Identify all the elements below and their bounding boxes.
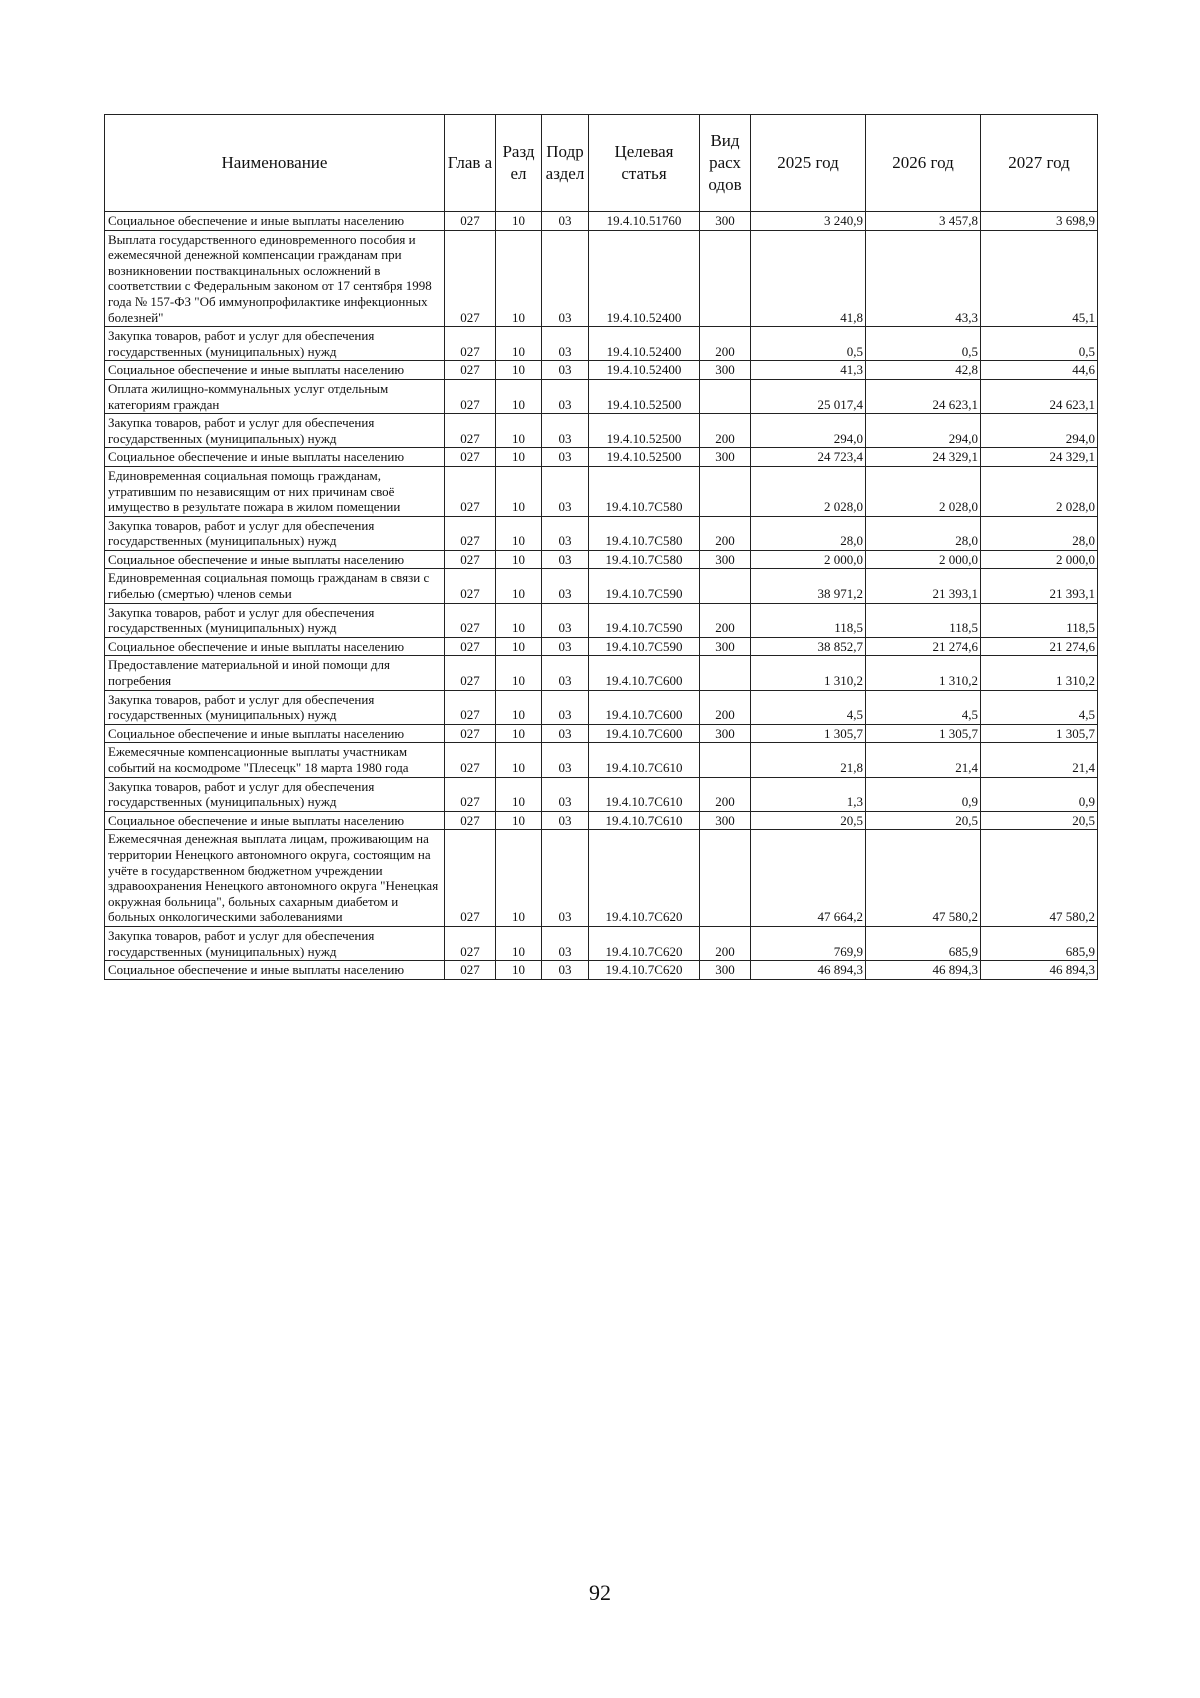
header-subsection: Подр аздел: [542, 115, 589, 212]
cell-name: Выплата государственного единовременного пособия и ежемесячной денежной компенсации гражданам при возникновении поствакцинальных осложнений в соответствии с Федеральным законом от 17 сентября 1998 года № 157-ФЗ "Об иммунопрофилактике инфекционных болезней": [105, 230, 445, 327]
cell-2025: 118,5: [751, 603, 866, 637]
cell-chapter: 027: [445, 550, 496, 569]
cell-subsection: 03: [542, 448, 589, 467]
cell-2025: 1 310,2: [751, 656, 866, 690]
cell-2025: 0,5: [751, 327, 866, 361]
cell-section: 10: [496, 743, 542, 777]
cell-chapter: 027: [445, 637, 496, 656]
cell-2025: 41,8: [751, 230, 866, 327]
cell-2026: 42,8: [866, 361, 981, 380]
header-name: Наименование: [105, 115, 445, 212]
cell-2027: 4,5: [981, 690, 1098, 724]
cell-name: Социальное обеспечение и иные выплаты населению: [105, 212, 445, 231]
cell-name: Единовременная социальная помощь гражданам, утратившим по независящим от них причинам своё имущество в результате пожара в жилом помещении: [105, 466, 445, 516]
cell-section: 10: [496, 811, 542, 830]
cell-section: 10: [496, 414, 542, 448]
cell-section: 10: [496, 690, 542, 724]
cell-subsection: 03: [542, 414, 589, 448]
cell-section: 10: [496, 569, 542, 603]
cell-target-article: 19.4.10.7С620: [589, 961, 700, 980]
cell-name: Оплата жилищно-коммунальных услуг отдельным категориям граждан: [105, 379, 445, 413]
cell-2026: 28,0: [866, 516, 981, 550]
header-chapter: Глав а: [445, 115, 496, 212]
table-row: [105, 414, 1098, 448]
cell-2027: 45,1: [981, 230, 1098, 327]
cell-2026: 685,9: [866, 926, 981, 960]
cell-expense-type: [700, 743, 751, 777]
cell-subsection: 03: [542, 637, 589, 656]
cell-chapter: 027: [445, 230, 496, 327]
cell-chapter: 027: [445, 466, 496, 516]
cell-name: Закупка товаров, работ и услуг для обеспечения государственных (муниципальных) нужд: [105, 516, 445, 550]
cell-target-article: 19.4.10.7С580: [589, 516, 700, 550]
cell-2026: 2 028,0: [866, 466, 981, 516]
cell-2027: 685,9: [981, 926, 1098, 960]
table-row: [105, 466, 1098, 516]
cell-target-article: 19.4.10.52500: [589, 448, 700, 467]
cell-section: 10: [496, 361, 542, 380]
table-row: [105, 569, 1098, 603]
cell-section: 10: [496, 516, 542, 550]
budget-table: [104, 114, 1098, 980]
cell-2025: 769,9: [751, 926, 866, 960]
cell-section: 10: [496, 603, 542, 637]
cell-expense-type: 200: [700, 777, 751, 811]
cell-chapter: 027: [445, 569, 496, 603]
table-row: [105, 603, 1098, 637]
cell-expense-type: 300: [700, 361, 751, 380]
table-row: [105, 961, 1098, 980]
cell-expense-type: 200: [700, 603, 751, 637]
cell-name: Социальное обеспечение и иные выплаты населению: [105, 550, 445, 569]
header-expense-type: Вид расх одов: [700, 115, 751, 212]
cell-subsection: 03: [542, 724, 589, 743]
cell-target-article: 19.4.10.7С600: [589, 656, 700, 690]
cell-2026: 2 000,0: [866, 550, 981, 569]
cell-2025: 2 000,0: [751, 550, 866, 569]
cell-name: Ежемесячные компенсационные выплаты участникам событий на космодроме "Плесецк" 18 марта 1980 года: [105, 743, 445, 777]
cell-subsection: 03: [542, 361, 589, 380]
cell-name: Предоставление материальной и иной помощи для погребения: [105, 656, 445, 690]
cell-2027: 1 310,2: [981, 656, 1098, 690]
cell-target-article: 19.4.10.52500: [589, 414, 700, 448]
cell-2025: 28,0: [751, 516, 866, 550]
cell-2027: 28,0: [981, 516, 1098, 550]
cell-2026: 1 310,2: [866, 656, 981, 690]
cell-2026: 24 623,1: [866, 379, 981, 413]
cell-expense-type: 300: [700, 724, 751, 743]
header-section: Разд ел: [496, 115, 542, 212]
cell-subsection: 03: [542, 743, 589, 777]
cell-subsection: 03: [542, 926, 589, 960]
table-row: [105, 230, 1098, 327]
cell-subsection: 03: [542, 550, 589, 569]
cell-section: 10: [496, 656, 542, 690]
cell-section: 10: [496, 926, 542, 960]
cell-2025: 47 664,2: [751, 830, 866, 927]
cell-2026: 294,0: [866, 414, 981, 448]
table-row: [105, 724, 1098, 743]
cell-target-article: 19.4.10.7С620: [589, 926, 700, 960]
table-row: [105, 830, 1098, 927]
cell-2026: 46 894,3: [866, 961, 981, 980]
cell-target-article: 19.4.10.7С610: [589, 811, 700, 830]
cell-2027: 21,4: [981, 743, 1098, 777]
cell-2025: 38 852,7: [751, 637, 866, 656]
cell-section: 10: [496, 961, 542, 980]
cell-section: 10: [496, 448, 542, 467]
cell-name: Социальное обеспечение и иные выплаты населению: [105, 637, 445, 656]
cell-2026: 21 393,1: [866, 569, 981, 603]
cell-name: Ежемесячная денежная выплата лицам, проживающим на территории Ненецкого автономного округа, состоящим на учёте в государственном бюджетном учреждении здравоохранения Ненецкого автономного округа "Ненецкая окружная больница", больных сахарным диабетом и больных онкологическими заболеваниями: [105, 830, 445, 927]
cell-expense-type: [700, 569, 751, 603]
cell-chapter: 027: [445, 830, 496, 927]
cell-chapter: 027: [445, 690, 496, 724]
cell-2025: 24 723,4: [751, 448, 866, 467]
cell-2027: 0,5: [981, 327, 1098, 361]
cell-chapter: 027: [445, 379, 496, 413]
cell-expense-type: 200: [700, 926, 751, 960]
cell-section: 10: [496, 724, 542, 743]
cell-name: Закупка товаров, работ и услуг для обеспечения государственных (муниципальных) нужд: [105, 926, 445, 960]
cell-chapter: 027: [445, 926, 496, 960]
cell-2025: 25 017,4: [751, 379, 866, 413]
cell-name: Единовременная социальная помощь гражданам в связи с гибелью (смертью) членов семьи: [105, 569, 445, 603]
cell-target-article: 19.4.10.52400: [589, 361, 700, 380]
cell-2025: 46 894,3: [751, 961, 866, 980]
cell-2026: 4,5: [866, 690, 981, 724]
cell-target-article: 19.4.10.7С590: [589, 569, 700, 603]
cell-subsection: 03: [542, 379, 589, 413]
cell-name: Закупка товаров, работ и услуг для обеспечения государственных (муниципальных) нужд: [105, 414, 445, 448]
table-row: [105, 379, 1098, 413]
cell-name: Закупка товаров, работ и услуг для обеспечения государственных (муниципальных) нужд: [105, 777, 445, 811]
cell-section: 10: [496, 212, 542, 231]
cell-2025: 294,0: [751, 414, 866, 448]
cell-2026: 20,5: [866, 811, 981, 830]
cell-2027: 46 894,3: [981, 961, 1098, 980]
cell-target-article: 19.4.10.7С590: [589, 603, 700, 637]
cell-expense-type: [700, 379, 751, 413]
table-row: [105, 212, 1098, 231]
cell-2026: 21,4: [866, 743, 981, 777]
header-target-article: Целевая статья: [589, 115, 700, 212]
cell-2026: 118,5: [866, 603, 981, 637]
cell-2025: 4,5: [751, 690, 866, 724]
cell-expense-type: 300: [700, 212, 751, 231]
cell-2026: 43,3: [866, 230, 981, 327]
cell-expense-type: 300: [700, 550, 751, 569]
table-row: [105, 516, 1098, 550]
cell-chapter: 027: [445, 811, 496, 830]
cell-2026: 0,9: [866, 777, 981, 811]
cell-name: Закупка товаров, работ и услуг для обеспечения государственных (муниципальных) нужд: [105, 327, 445, 361]
cell-target-article: 19.4.10.7С590: [589, 637, 700, 656]
cell-2026: 21 274,6: [866, 637, 981, 656]
cell-chapter: 027: [445, 361, 496, 380]
cell-expense-type: [700, 230, 751, 327]
table-row: [105, 743, 1098, 777]
cell-expense-type: 300: [700, 961, 751, 980]
cell-subsection: 03: [542, 569, 589, 603]
cell-subsection: 03: [542, 811, 589, 830]
cell-name: Закупка товаров, работ и услуг для обеспечения государственных (муниципальных) нужд: [105, 690, 445, 724]
table-row: [105, 926, 1098, 960]
table-body: [105, 212, 1098, 980]
cell-2025: 1 305,7: [751, 724, 866, 743]
cell-2026: 47 580,2: [866, 830, 981, 927]
cell-name: Закупка товаров, работ и услуг для обеспечения государственных (муниципальных) нужд: [105, 603, 445, 637]
cell-expense-type: [700, 830, 751, 927]
cell-name: Социальное обеспечение и иные выплаты населению: [105, 361, 445, 380]
cell-section: 10: [496, 777, 542, 811]
cell-expense-type: 300: [700, 448, 751, 467]
cell-expense-type: 200: [700, 414, 751, 448]
cell-expense-type: [700, 466, 751, 516]
cell-2027: 0,9: [981, 777, 1098, 811]
cell-subsection: 03: [542, 466, 589, 516]
cell-subsection: 03: [542, 690, 589, 724]
cell-subsection: 03: [542, 777, 589, 811]
header-2025: 2025 год: [751, 115, 866, 212]
cell-subsection: 03: [542, 327, 589, 361]
cell-2025: 1,3: [751, 777, 866, 811]
cell-expense-type: 200: [700, 690, 751, 724]
cell-target-article: 19.4.10.7С600: [589, 724, 700, 743]
cell-2025: 20,5: [751, 811, 866, 830]
cell-chapter: 027: [445, 961, 496, 980]
cell-subsection: 03: [542, 230, 589, 327]
cell-target-article: 19.4.10.52500: [589, 379, 700, 413]
cell-2027: 20,5: [981, 811, 1098, 830]
cell-section: 10: [496, 830, 542, 927]
cell-2027: 2 028,0: [981, 466, 1098, 516]
cell-target-article: 19.4.10.7С600: [589, 690, 700, 724]
cell-2026: 3 457,8: [866, 212, 981, 231]
header-2026: 2026 год: [866, 115, 981, 212]
cell-subsection: 03: [542, 516, 589, 550]
cell-2025: 38 971,2: [751, 569, 866, 603]
cell-name: Социальное обеспечение и иные выплаты населению: [105, 724, 445, 743]
cell-name: Социальное обеспечение и иные выплаты населению: [105, 448, 445, 467]
cell-2027: 3 698,9: [981, 212, 1098, 231]
cell-section: 10: [496, 379, 542, 413]
table-row: [105, 327, 1098, 361]
cell-2027: 47 580,2: [981, 830, 1098, 927]
cell-target-article: 19.4.10.52400: [589, 327, 700, 361]
cell-chapter: 027: [445, 448, 496, 467]
table-row: [105, 637, 1098, 656]
cell-expense-type: [700, 656, 751, 690]
table-row: [105, 656, 1098, 690]
table-row: [105, 448, 1098, 467]
cell-2027: 2 000,0: [981, 550, 1098, 569]
cell-chapter: 027: [445, 724, 496, 743]
cell-target-article: 19.4.10.7С610: [589, 777, 700, 811]
cell-2027: 294,0: [981, 414, 1098, 448]
table-row: [105, 361, 1098, 380]
cell-2027: 44,6: [981, 361, 1098, 380]
cell-2025: 2 028,0: [751, 466, 866, 516]
cell-2027: 24 623,1: [981, 379, 1098, 413]
cell-expense-type: 200: [700, 516, 751, 550]
cell-subsection: 03: [542, 961, 589, 980]
cell-chapter: 027: [445, 212, 496, 231]
cell-name: Социальное обеспечение и иные выплаты населению: [105, 811, 445, 830]
table-row: [105, 777, 1098, 811]
cell-2025: 41,3: [751, 361, 866, 380]
cell-chapter: 027: [445, 743, 496, 777]
cell-2025: 21,8: [751, 743, 866, 777]
cell-subsection: 03: [542, 603, 589, 637]
cell-chapter: 027: [445, 777, 496, 811]
cell-2027: 24 329,1: [981, 448, 1098, 467]
table-row: [105, 811, 1098, 830]
cell-2027: 21 274,6: [981, 637, 1098, 656]
cell-2027: 1 305,7: [981, 724, 1098, 743]
cell-chapter: 027: [445, 327, 496, 361]
cell-target-article: 19.4.10.7С610: [589, 743, 700, 777]
cell-2026: 24 329,1: [866, 448, 981, 467]
cell-subsection: 03: [542, 656, 589, 690]
cell-expense-type: 200: [700, 327, 751, 361]
cell-2026: 0,5: [866, 327, 981, 361]
cell-target-article: 19.4.10.7С620: [589, 830, 700, 927]
cell-section: 10: [496, 327, 542, 361]
cell-chapter: 027: [445, 414, 496, 448]
cell-name: Социальное обеспечение и иные выплаты населению: [105, 961, 445, 980]
cell-target-article: 19.4.10.7С580: [589, 466, 700, 516]
table-row: [105, 550, 1098, 569]
cell-section: 10: [496, 637, 542, 656]
cell-section: 10: [496, 550, 542, 569]
table-row: [105, 690, 1098, 724]
header-2027: 2027 год: [981, 115, 1098, 212]
cell-expense-type: 300: [700, 637, 751, 656]
cell-2027: 21 393,1: [981, 569, 1098, 603]
cell-subsection: 03: [542, 830, 589, 927]
cell-target-article: 19.4.10.51760: [589, 212, 700, 231]
cell-subsection: 03: [542, 212, 589, 231]
cell-2026: 1 305,7: [866, 724, 981, 743]
cell-2025: 3 240,9: [751, 212, 866, 231]
cell-expense-type: 300: [700, 811, 751, 830]
cell-target-article: 19.4.10.7С580: [589, 550, 700, 569]
table-header-row: [105, 115, 1098, 212]
cell-2027: 118,5: [981, 603, 1098, 637]
cell-section: 10: [496, 466, 542, 516]
cell-chapter: 027: [445, 516, 496, 550]
cell-chapter: 027: [445, 656, 496, 690]
cell-section: 10: [496, 230, 542, 327]
cell-chapter: 027: [445, 603, 496, 637]
page-number: 92: [589, 1580, 611, 1605]
cell-target-article: 19.4.10.52400: [589, 230, 700, 327]
